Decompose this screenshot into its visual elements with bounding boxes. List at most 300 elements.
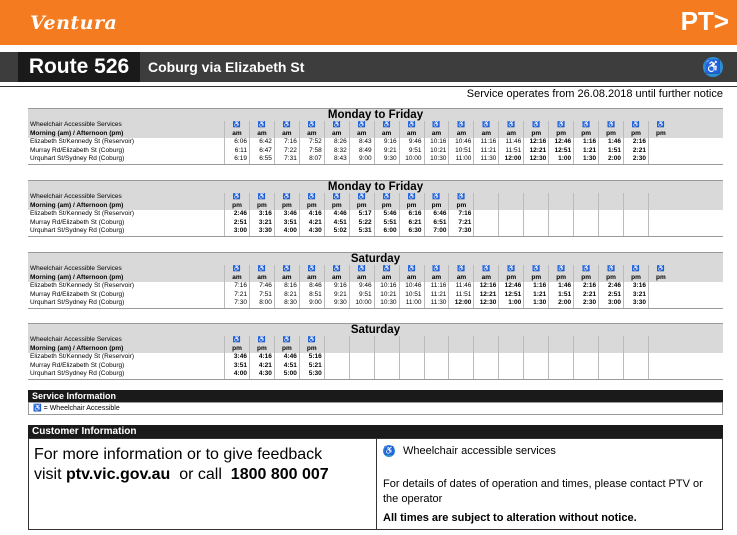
wheelchair-icon: ♿: [498, 121, 523, 130]
time-cell: [424, 370, 449, 379]
time-cell: 6:21: [399, 219, 424, 228]
top-banner: [0, 0, 737, 45]
row-label: Wheelchair Accessible Services: [30, 265, 122, 272]
row-label: Morning (am) / Afternoon (pm): [30, 273, 124, 281]
row-label: Wheelchair Accessible Services: [30, 121, 122, 128]
ampm-cell: [473, 345, 498, 354]
ampm-cell: pm: [573, 274, 598, 283]
stop-name: Urquhart St/Sydney Rd (Coburg): [30, 155, 125, 162]
ampm-cell: pm: [249, 345, 274, 354]
wheelchair-icon: ♿: [473, 265, 498, 274]
time-cell: 12:16: [473, 282, 498, 291]
time-cell: 7:21: [448, 219, 473, 228]
ampm-cell: am: [374, 130, 399, 139]
empty-cell: [349, 336, 374, 345]
time-cell: 9:46: [349, 282, 374, 291]
time-cell: [473, 227, 498, 236]
ampm-cell: pm: [299, 202, 324, 211]
time-cell: [349, 362, 374, 371]
stop-row: [28, 155, 723, 164]
time-cell: 6:55: [249, 155, 274, 164]
time-cell: 12:00: [498, 155, 523, 164]
wheelchair-icon: ♿: [224, 265, 249, 274]
website-link[interactable]: ptv.vic.gov.au: [66, 466, 171, 483]
ampm-cell: am: [498, 130, 523, 139]
time-cell: 11:30: [473, 155, 498, 164]
time-cell: 10:30: [374, 299, 399, 308]
row-label: Wheelchair Accessible Services: [30, 193, 122, 200]
wheelchair-icon: ♿: [648, 265, 673, 274]
ampm-cell: am: [224, 274, 249, 283]
ampm-cell: [399, 345, 424, 354]
time-cell: [648, 291, 673, 300]
time-cell: 5:46: [374, 210, 399, 219]
ampm-cell: pm: [573, 130, 598, 139]
time-cell: 2:21: [573, 291, 598, 300]
ampm-cell: pm: [548, 274, 573, 283]
wheelchair-icon: ♿: [623, 265, 648, 274]
time-cell: 10:00: [349, 299, 374, 308]
time-cell: 3:51: [224, 362, 249, 371]
time-cell: 2:51: [598, 291, 623, 300]
time-cell: 9:16: [374, 138, 399, 147]
time-cell: 6:51: [424, 219, 449, 228]
ampm-cell: am: [374, 274, 399, 283]
time-cell: 11:30: [424, 299, 449, 308]
stop-name: Elizabeth St/Kennedy St (Reservoir): [30, 282, 135, 289]
ampm-cell: [523, 345, 548, 354]
stop-row: [28, 227, 723, 236]
timetable-1: [28, 108, 723, 165]
ampm-cell: am: [399, 274, 424, 283]
time-cell: 10:51: [399, 291, 424, 300]
time-cell: 2:00: [548, 299, 573, 308]
time-cell: 5:17: [349, 210, 374, 219]
time-cell: [498, 210, 523, 219]
time-cell: 2:51: [224, 219, 249, 228]
time-cell: 11:21: [473, 147, 498, 156]
service-information-legend: ♿ = Wheelchair Accessible: [28, 402, 723, 415]
time-cell: [349, 353, 374, 362]
ampm-cell: [573, 345, 598, 354]
visit-prefix: visit: [34, 466, 66, 483]
time-cell: 9:46: [399, 138, 424, 147]
time-cell: 4:21: [249, 362, 274, 371]
wheelchair-icon: ♿: [274, 121, 299, 130]
ampm-cell: pm: [249, 202, 274, 211]
time-cell: [374, 370, 399, 379]
time-cell: [473, 210, 498, 219]
wheelchair-icon: ♿: [274, 193, 299, 202]
ampm-cell: pm: [374, 202, 399, 211]
ampm-cell: [548, 202, 573, 211]
wheelchair-icon: ♿: [399, 121, 424, 130]
ampm-cell: pm: [224, 345, 249, 354]
ampm-cell: [523, 202, 548, 211]
empty-cell: [648, 336, 673, 345]
time-cell: [548, 219, 573, 228]
time-cell: 4:21: [299, 219, 324, 228]
time-cell: [648, 299, 673, 308]
time-cell: 10:16: [424, 138, 449, 147]
ampm-cell: am: [249, 130, 274, 139]
ampm-cell: am: [424, 274, 449, 283]
stop-row: [28, 219, 723, 228]
timetable-4: [28, 323, 723, 380]
wheelchair-icon: ♿: [324, 265, 349, 274]
time-cell: [598, 370, 623, 379]
stop-row: [28, 147, 723, 156]
stop-row: [28, 362, 723, 371]
ampm-row: [28, 130, 723, 139]
time-cell: 7:31: [274, 155, 299, 164]
time-cell: 7:30: [224, 299, 249, 308]
time-cell: 11:16: [473, 138, 498, 147]
row-label: Morning (am) / Afternoon (pm): [30, 344, 124, 352]
time-cell: 3:16: [623, 282, 648, 291]
time-cell: 7:16: [224, 282, 249, 291]
time-cell: [523, 370, 548, 379]
time-cell: [523, 362, 548, 371]
wheelchair-icon: ♿: [324, 121, 349, 130]
alteration-note: All times are subject to alteration without notice.: [383, 512, 637, 524]
time-cell: [324, 362, 349, 371]
timetable-2: [28, 180, 723, 237]
time-cell: [573, 353, 598, 362]
time-cell: 7:21: [224, 291, 249, 300]
time-cell: 2:30: [573, 299, 598, 308]
route-bar: [0, 52, 737, 82]
stop-row: [28, 353, 723, 362]
time-cell: 6:16: [399, 210, 424, 219]
ampm-cell: am: [274, 274, 299, 283]
time-cell: [623, 362, 648, 371]
time-cell: [573, 219, 598, 228]
wheelchair-icon: ♿: [224, 193, 249, 202]
wheelchair-row: [28, 193, 723, 202]
operator-logo: Ventura: [30, 12, 118, 34]
time-cell: 12:21: [473, 291, 498, 300]
wheelchair-icon: ♿: [598, 265, 623, 274]
ampm-cell: pm: [648, 274, 673, 283]
time-cell: 8:51: [299, 291, 324, 300]
wheelchair-icon: ♿: [424, 193, 449, 202]
time-cell: 8:46: [299, 282, 324, 291]
time-cell: 1:16: [573, 138, 598, 147]
time-cell: 1:46: [548, 282, 573, 291]
time-cell: 8:21: [274, 291, 299, 300]
time-cell: 10:00: [399, 155, 424, 164]
time-cell: 12:30: [523, 155, 548, 164]
time-cell: 3:46: [224, 353, 249, 362]
timetable-3: [28, 252, 723, 309]
time-cell: 7:30: [448, 227, 473, 236]
wheelchair-icon: ♿: [299, 336, 324, 345]
time-cell: [523, 219, 548, 228]
wheelchair-icon: ♿: [573, 121, 598, 130]
time-cell: 6:46: [424, 210, 449, 219]
time-cell: 9:21: [324, 291, 349, 300]
time-cell: [548, 362, 573, 371]
wheelchair-icon: ♿: [424, 121, 449, 130]
time-cell: [448, 353, 473, 362]
time-cell: 7:16: [448, 210, 473, 219]
time-cell: 2:16: [623, 138, 648, 147]
ampm-cell: pm: [598, 274, 623, 283]
wheelchair-icon: ♿: [374, 193, 399, 202]
time-cell: 1:00: [548, 155, 573, 164]
time-cell: 2:16: [573, 282, 598, 291]
ampm-cell: am: [299, 130, 324, 139]
ampm-cell: pm: [448, 202, 473, 211]
stop-row: [28, 282, 723, 291]
ampm-cell: pm: [598, 130, 623, 139]
time-cell: [374, 353, 399, 362]
ampm-cell: [623, 345, 648, 354]
ampm-cell: [498, 202, 523, 211]
ampm-cell: pm: [523, 274, 548, 283]
ampm-cell: pm: [424, 202, 449, 211]
wheelchair-icon: ♿: [299, 193, 324, 202]
time-cell: 10:51: [448, 147, 473, 156]
time-cell: 5:16: [299, 353, 324, 362]
wheelchair-icon: ♿: [249, 265, 274, 274]
time-cell: 10:21: [424, 147, 449, 156]
time-cell: 4:46: [324, 210, 349, 219]
time-cell: 4:46: [274, 353, 299, 362]
time-cell: 11:46: [498, 138, 523, 147]
ampm-cell: pm: [623, 274, 648, 283]
panel-divider: [376, 439, 377, 529]
ampm-cell: am: [324, 130, 349, 139]
time-cell: 6:00: [374, 227, 399, 236]
time-cell: 7:46: [249, 282, 274, 291]
wheelchair-icon: ♿: [448, 193, 473, 202]
time-cell: 5:30: [299, 370, 324, 379]
stop-row: [28, 370, 723, 379]
time-cell: 1:30: [573, 155, 598, 164]
ampm-cell: pm: [224, 202, 249, 211]
ampm-cell: [648, 202, 673, 211]
time-cell: 11:16: [424, 282, 449, 291]
time-cell: 8:16: [274, 282, 299, 291]
empty-cell: [473, 336, 498, 345]
empty-cell: [498, 193, 523, 202]
time-cell: 3:30: [623, 299, 648, 308]
time-cell: [573, 362, 598, 371]
time-cell: 1:51: [598, 147, 623, 156]
time-cell: 11:00: [399, 299, 424, 308]
time-cell: [598, 210, 623, 219]
time-cell: 1:00: [498, 299, 523, 308]
time-cell: 11:46: [448, 282, 473, 291]
wheelchair-icon: ♿: [399, 265, 424, 274]
ampm-cell: am: [299, 274, 324, 283]
ampm-row: [28, 345, 723, 354]
time-cell: 11:51: [498, 147, 523, 156]
time-cell: [648, 219, 673, 228]
ampm-cell: am: [448, 130, 473, 139]
time-cell: [623, 227, 648, 236]
ampm-cell: [324, 345, 349, 354]
time-cell: 3:21: [249, 219, 274, 228]
ampm-cell: [473, 202, 498, 211]
wheelchair-icon: ♿: [523, 121, 548, 130]
time-cell: 6:06: [224, 138, 249, 147]
time-cell: [498, 362, 523, 371]
ampm-cell: am: [224, 130, 249, 139]
time-cell: 5:22: [349, 219, 374, 228]
time-cell: 5:00: [274, 370, 299, 379]
time-cell: 12:51: [548, 147, 573, 156]
empty-cell: [374, 336, 399, 345]
time-cell: 3:16: [249, 210, 274, 219]
time-cell: [548, 227, 573, 236]
ampm-cell: pm: [324, 202, 349, 211]
ampm-cell: am: [473, 274, 498, 283]
empty-cell: [523, 336, 548, 345]
time-cell: 9:51: [349, 291, 374, 300]
time-cell: 2:46: [224, 210, 249, 219]
wheelchair-icon: ♿: [274, 336, 299, 345]
empty-cell: [598, 336, 623, 345]
wheelchair-row: [28, 265, 723, 274]
time-cell: [473, 219, 498, 228]
wheelchair-icon: ♿: [623, 121, 648, 130]
time-cell: 8:49: [349, 147, 374, 156]
time-cell: 3:00: [224, 227, 249, 236]
time-cell: 8:07: [299, 155, 324, 164]
empty-cell: [324, 336, 349, 345]
wheelchair-icon: ♿: [548, 121, 573, 130]
wheelchair-icon: ♿: [498, 265, 523, 274]
ampm-cell: [623, 202, 648, 211]
time-cell: [623, 370, 648, 379]
time-cell: 6:11: [224, 147, 249, 156]
time-cell: 10:16: [374, 282, 399, 291]
ampm-cell: am: [349, 130, 374, 139]
time-cell: [548, 210, 573, 219]
timetable-title: Saturday: [28, 252, 723, 265]
wheelchair-icon: ♿: [249, 121, 274, 130]
wheelchair-icon: ♿: [473, 121, 498, 130]
time-cell: [523, 227, 548, 236]
time-cell: 3:46: [274, 210, 299, 219]
time-cell: 8:43: [324, 155, 349, 164]
stop-name: Urquhart St/Sydney Rd (Coburg): [30, 299, 125, 306]
empty-cell: [448, 336, 473, 345]
time-cell: 5:21: [299, 362, 324, 371]
ampm-cell: [349, 345, 374, 354]
time-cell: 4:00: [224, 370, 249, 379]
empty-cell: [623, 193, 648, 202]
wheelchair-icon: ♿: [548, 265, 573, 274]
time-cell: [399, 362, 424, 371]
ampm-cell: [598, 345, 623, 354]
time-cell: [498, 219, 523, 228]
time-cell: 11:21: [424, 291, 449, 300]
time-cell: [324, 353, 349, 362]
time-cell: 2:46: [598, 282, 623, 291]
wheelchair-icon: ♿: [374, 265, 399, 274]
phone-number[interactable]: 1800 800 007: [230, 466, 329, 483]
time-cell: [399, 370, 424, 379]
time-cell: 12:21: [523, 147, 548, 156]
time-cell: [424, 353, 449, 362]
time-cell: [498, 227, 523, 236]
time-cell: 6:30: [399, 227, 424, 236]
wheelchair-icon: ♿: [374, 121, 399, 130]
time-cell: [648, 210, 673, 219]
time-cell: [598, 219, 623, 228]
time-cell: 5:51: [374, 219, 399, 228]
wheelchair-icon: ♿: [299, 121, 324, 130]
time-cell: 1:21: [573, 147, 598, 156]
time-cell: 4:51: [324, 219, 349, 228]
time-cell: 9:00: [349, 155, 374, 164]
time-cell: [374, 362, 399, 371]
time-cell: [498, 370, 523, 379]
time-cell: [424, 362, 449, 371]
stop-name: Murray Rd/Elizabeth St (Coburg): [30, 146, 125, 154]
ampm-cell: pm: [299, 345, 324, 354]
time-cell: 12:30: [473, 299, 498, 308]
ampm-row: [28, 202, 723, 211]
ampm-row: [28, 274, 723, 283]
ampm-cell: [448, 345, 473, 354]
time-cell: 4:51: [274, 362, 299, 371]
empty-cell: [548, 336, 573, 345]
wheelchair-icon: ♿: [224, 121, 249, 130]
time-cell: 10:46: [399, 282, 424, 291]
time-cell: [473, 362, 498, 371]
wheelchair-icon: ♿: [703, 57, 723, 77]
time-cell: 3:51: [274, 219, 299, 228]
ampm-cell: [424, 345, 449, 354]
time-cell: [648, 353, 673, 362]
time-cell: [498, 353, 523, 362]
row-label: Morning (am) / Afternoon (pm): [30, 129, 124, 137]
stop-row: [28, 210, 723, 219]
time-cell: 9:30: [374, 155, 399, 164]
contact-text: [34, 445, 329, 485]
timetable-title: Monday to Friday: [28, 180, 723, 193]
wheelchair-icon: ♿: [224, 336, 249, 345]
time-cell: 7:22: [274, 147, 299, 156]
timetable-title: Saturday: [28, 323, 723, 336]
time-cell: 10:46: [448, 138, 473, 147]
time-cell: [623, 353, 648, 362]
ampm-cell: pm: [523, 130, 548, 139]
ampm-cell: am: [274, 130, 299, 139]
wheelchair-icon: ♿: [324, 193, 349, 202]
time-cell: 7:58: [299, 147, 324, 156]
wheelchair-icon: ♿: [299, 265, 324, 274]
visit-line: [34, 465, 329, 485]
time-cell: 1:46: [598, 138, 623, 147]
wheelchair-icon: ♿: [598, 121, 623, 130]
time-cell: 11:51: [448, 291, 473, 300]
empty-cell: [573, 336, 598, 345]
time-cell: 6:42: [249, 138, 274, 147]
stop-name: Murray Rd/Elizabeth St (Coburg): [30, 218, 125, 226]
stop-name: Elizabeth St/Kennedy St (Reservoir): [30, 210, 135, 217]
time-cell: 4:00: [274, 227, 299, 236]
time-cell: [448, 362, 473, 371]
stop-row: [28, 299, 723, 308]
empty-cell: [399, 336, 424, 345]
time-cell: [648, 362, 673, 371]
